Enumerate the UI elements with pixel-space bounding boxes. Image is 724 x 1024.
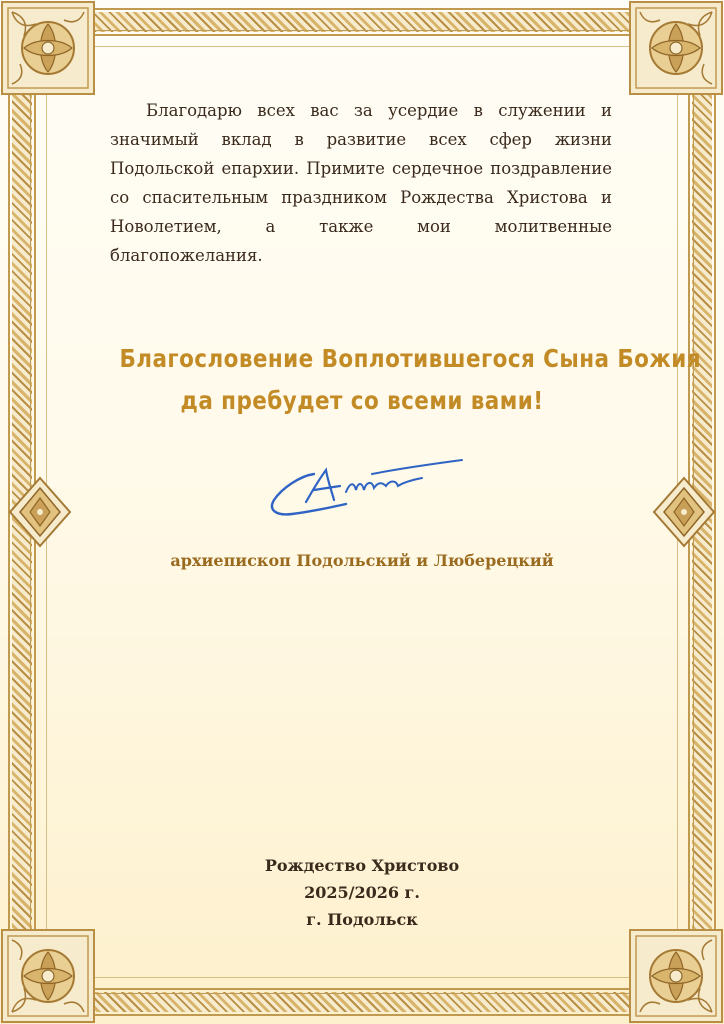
letter-paragraph: Благодарю всех вас за усердие в служении и значимый вклад в развитие всех сфер жизни Подольской епархии. Примите сердечное поздравление со спасительным праздником Рождества Христова и Новолетием, а также мои молитвенные благопожелания. xyxy=(110,101,612,265)
corner-ornament-icon xyxy=(628,928,724,1024)
blessing-line-1: Благословение Воплотившегося Сына Божия xyxy=(119,344,701,373)
corner-ornament-icon xyxy=(0,0,96,96)
blessing-line-2: да пребудет со всеми вами! xyxy=(180,386,544,415)
corner-ornament-icon xyxy=(628,0,724,96)
side-medallion-icon xyxy=(8,476,72,548)
letter-footer xyxy=(180,852,544,933)
signer-title: архиепископ Подольский и Люберецкий xyxy=(170,551,554,570)
footer-city: г. Подольск xyxy=(306,910,418,929)
blessing-heading xyxy=(119,338,701,422)
footer-years: 2025/2026 г. xyxy=(304,883,420,902)
footer-feast: Рождество Христово xyxy=(264,856,460,875)
side-medallion-icon xyxy=(652,476,716,548)
letter-body xyxy=(110,96,612,270)
corner-ornament-icon xyxy=(0,928,96,1024)
handwritten-signature-icon xyxy=(262,452,468,524)
